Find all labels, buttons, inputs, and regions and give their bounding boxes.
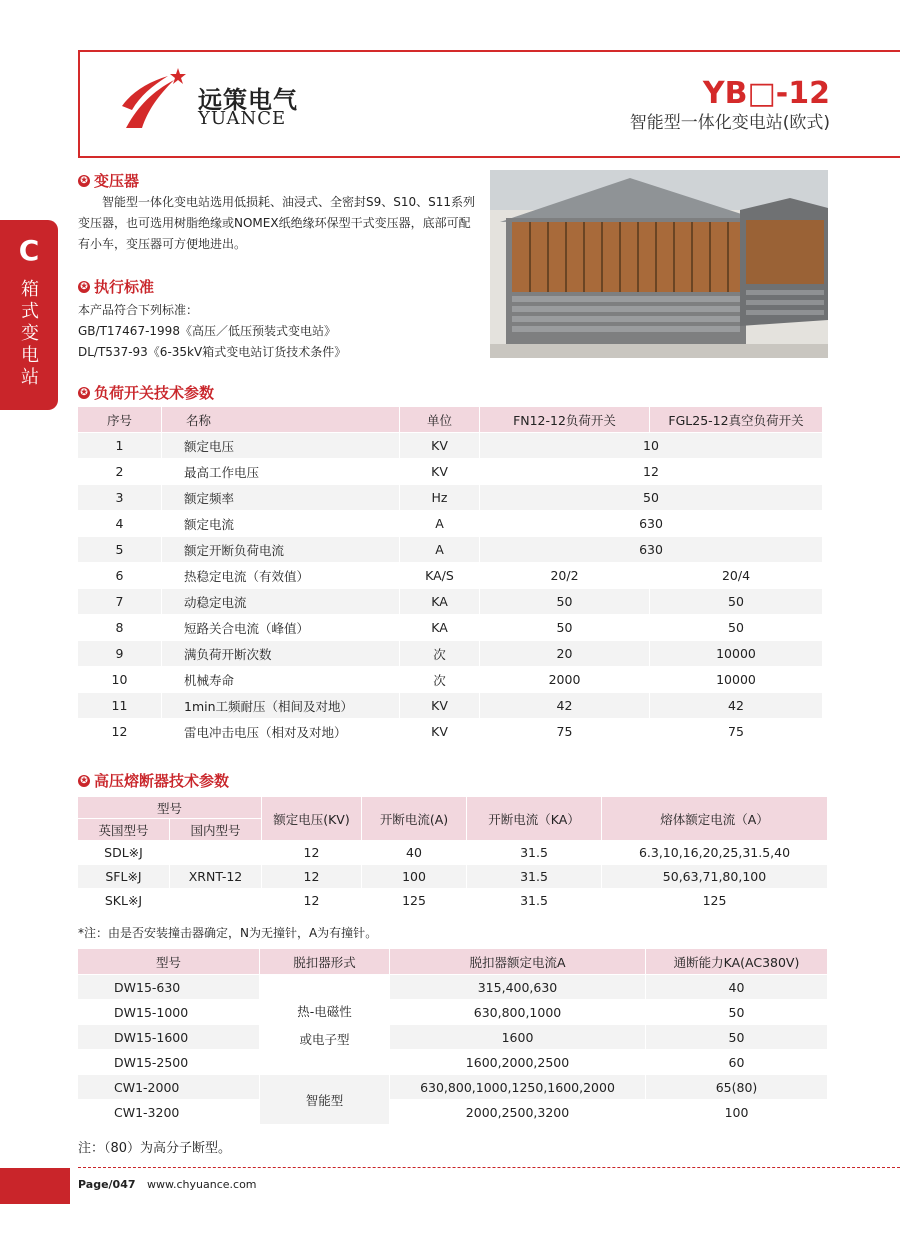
brand-name-cn: 远策电气 (198, 86, 298, 114)
table-row: 10 机械寿命 次 2000 10000 (78, 667, 823, 693)
footer-accent-bar (0, 1168, 70, 1204)
transformer-body: 智能型一体化变电站选用低损耗、油浸式、全密封S9、S10、S11系列变压器，也可选用树脂绝缘或NOMEX纸绝缘环保型干式变压器，底部可配有小车，变压器可方便地进出。 (78, 195, 476, 251)
table-row: 3 额定频率 Hz 50 (78, 485, 823, 511)
star-bullet-icon: ✪ (78, 281, 90, 293)
trip-type-cell: 智能型 (260, 1075, 390, 1125)
header-voltage: 额定电压(KV) (262, 797, 362, 841)
side-tab-letter: C (18, 234, 40, 267)
product-model: YB□-12 (702, 76, 830, 111)
substation-photo (490, 170, 828, 358)
table-row: 5 额定开断负荷电流 A 630 (78, 537, 823, 563)
breaker-note: 注：（80）为高分子断型。 (78, 1141, 232, 1156)
header-no: 序号 (78, 407, 162, 433)
table-row: DW15-2500 1600,2000,2500 60 (78, 1050, 828, 1075)
product-subtitle: 智能型一体化变电站(欧式) (629, 113, 830, 133)
table-row: 1 额定电压 KV 10 (78, 433, 823, 459)
star-bullet-icon: ✪ (78, 775, 90, 787)
fuse-note: *注：由是否安装撞击器确定，N为无撞针，A为有撞针。 (78, 926, 378, 940)
header-fgl25: FGL25-12真空负荷开关 (650, 407, 823, 433)
header-cn-model: 国内型号 (170, 819, 262, 841)
table-row: 4 额定电流 A 630 (78, 511, 823, 537)
table-row: SKL※J 12 125 31.5 125 (78, 889, 828, 913)
header-break-a: 开断电流(A) (362, 797, 467, 841)
header-model: 型号 (78, 949, 260, 975)
table-row: DW15-1000 630,800,1000 50 (78, 1000, 828, 1025)
table-row: CW1-2000 智能型 630,800,1000,1250,1600,2000 65(80) (78, 1075, 828, 1100)
header-capacity: 通断能力KA(AC380V) (646, 949, 828, 975)
table-row: 7 动稳定电流 KA 50 50 (78, 589, 823, 615)
table-row: 8 短路关合电流（峰值） KA 50 50 (78, 615, 823, 641)
table-row: 9 满负荷开断次数 次 20 10000 (78, 641, 823, 667)
table-header-row (78, 407, 823, 433)
breaker-table (78, 949, 828, 1125)
brand-name-en: YUANCE (198, 108, 287, 129)
table-row: 12 雷电冲击电压（相对及对地） KV 75 75 (78, 719, 823, 745)
table-row: CW1-3200 2000,2500,3200 100 (78, 1100, 828, 1125)
star-bullet-icon: ✪ (78, 175, 90, 187)
table-row: SFL※J XRNT-12 12 100 31.5 50,63,71,80,100 (78, 865, 828, 889)
table-row: 11 1min工频耐压（相间及对地） KV 42 42 (78, 693, 823, 719)
fuse-table (78, 797, 828, 913)
header-name: 名称 (162, 407, 400, 433)
star-bullet-icon: ✪ (78, 387, 90, 399)
section-title-fuse: ✪ 高压熔断器技术参数 (78, 770, 229, 791)
footer-divider (78, 1167, 900, 1168)
standards-line-2: DL/T537-93《6-35kV箱式变电站订货技术条件》 (78, 345, 347, 359)
header-model: 型号 (78, 797, 262, 819)
header-fn12: FN12-12负荷开关 (480, 407, 650, 433)
load-switch-table (78, 407, 823, 745)
section-title-transformer: ✪ 变压器 (78, 170, 139, 191)
table-header-row (78, 797, 828, 819)
table-row: 2 最高工作电压 KV 12 (78, 459, 823, 485)
standards-line-0: 本产品符合下列标准： (78, 303, 199, 317)
header-uk-model: 英国型号 (78, 819, 170, 841)
footer (78, 1178, 257, 1191)
standards-line-1: GB/T17467-1998《高压／低压预装式变电站》 (78, 324, 336, 338)
trip-type-cell: 热-电磁性 或电子型 (260, 975, 390, 1075)
yuance-logo-icon (118, 66, 188, 136)
section-title-load-switch: ✪ 负荷开关技术参数 (78, 382, 214, 403)
section-title-standards: ✪ 执行标准 (78, 276, 154, 297)
table-row: DW15-630 热-电磁性 或电子型 315,400,630 40 (78, 975, 828, 1000)
table-row: SDL※J 12 40 31.5 6.3,10,16,20,25,31.5,40 (78, 841, 828, 865)
table-row: DW15-1600 1600 50 (78, 1025, 828, 1050)
table-row: 6 热稳定电流（有效值） KA/S 20/2 20/4 (78, 563, 823, 589)
side-tab-text: 箱式变电站 (21, 279, 39, 388)
website-link[interactable]: www.chyuance.com (147, 1178, 257, 1191)
header-break-ka: 开断电流（KA） (467, 797, 602, 841)
header-trip-type: 脱扣器形式 (260, 949, 390, 975)
section-side-tab (0, 220, 58, 410)
page-number: Page/047 (78, 1178, 136, 1191)
header-trip-current: 脱扣器额定电流A (390, 949, 646, 975)
header-melt: 熔体额定电流（A） (602, 797, 828, 841)
table-header-row (78, 949, 828, 975)
header-unit: 单位 (400, 407, 480, 433)
